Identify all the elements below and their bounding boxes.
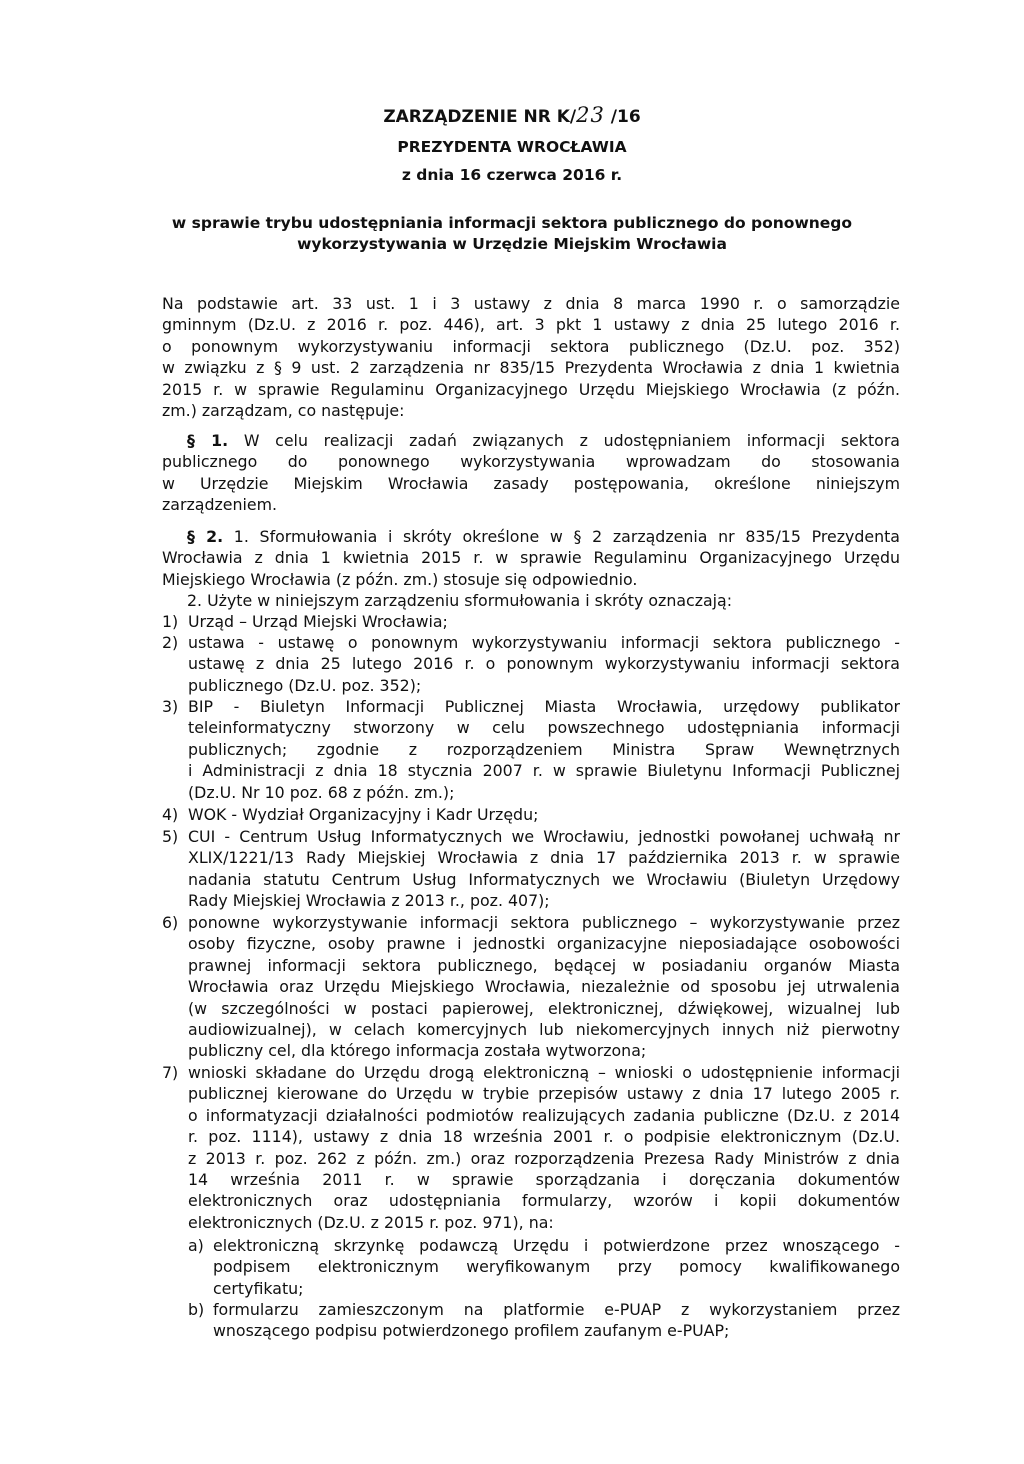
sub-item-line: wnoszącego podpisu potwierdzonego profilem zaufanym e-PUAP; (213, 1321, 730, 1341)
item-number: 7) (162, 1063, 179, 1082)
item-line: wnioski składane do Urzędu drogą elektroniczną – wnioski o udostępnienie informacji (188, 1063, 900, 1082)
item-line: elektronicznych oraz udostępniania formularzy, wzorów i kopii dokumentów (188, 1191, 900, 1211)
title-prefix: ZARZĄDZENIE NR K/ (383, 107, 577, 127)
handwritten-number: 23 (576, 103, 605, 127)
section-1-line: zarządzeniem. (162, 495, 278, 515)
section-1 (162, 430, 900, 516)
sub-item-line: elektroniczną skrzynkę podawczą Urzędu i potwierdzone przez wnoszącego - (213, 1236, 900, 1255)
item-line: publicznego (Dz.U. poz. 352); (188, 675, 422, 695)
sub-item-line: podpisem elektronicznym weryfikowanym przy pomocy kwalifikowanego (213, 1257, 900, 1277)
section-1-line: w Urzędzie Miejskim Wrocławia zasady postępowania, określone niniejszym (162, 473, 900, 493)
item-line: Wrocławia oraz Urzędu Miejskiego Wrocławia, niezależnie od sposobu jej utrwalenia (188, 977, 900, 997)
item-line: 14 września 2011 r. w sprawie sporządzania i doręczania dokumentów (188, 1170, 900, 1190)
item-number: 5) (162, 827, 179, 846)
item-line: o informatyzacji działalności podmiotów realizujących zadania publiczne (Dz.U. z 2014 (188, 1105, 900, 1125)
item-line: Urząd – Urząd Miejski Wrocławia; (188, 612, 448, 631)
item-line: prawnej informacji sektora publicznego, będącej w posiadaniu organów Miasta (188, 955, 900, 975)
preamble-line: o ponownym wykorzystywaniu informacji sektora publicznego (Dz.U. poz. 352) (162, 336, 900, 356)
section-1-marker: § 1. (187, 431, 229, 450)
item-number: 6) (162, 913, 179, 932)
sub-item-letter: b) (188, 1300, 205, 1319)
item-line: r. poz. 1114), ustawy z dnia 18 września 2001 r. o podpisie elektronicznym (Dz.U. (188, 1127, 900, 1147)
item-line: osoby fizyczne, osoby prawne i jednostki organizacyjne nieposiadające osobowości (188, 934, 900, 954)
item-line: publicznych; zgodnie z rozporządzeniem Ministra Spraw Wewnętrznych (188, 739, 900, 759)
item-line: WOK - Wydział Organizacyjny i Kadr Urzędu; (188, 805, 539, 824)
preamble-line: zm.) zarządzam, co następuje: (162, 401, 405, 421)
section-1-line: publicznego do ponownego wykorzystywania wprowadzam do stosowania (162, 452, 900, 472)
item-line: ustawa - ustawę o ponownym wykorzystywaniu informacji sektora publicznego - (188, 633, 900, 652)
item-line: BIP - Biuletyn Informacji Publicznej Miasta Wrocławia, urzędowy publikator (188, 697, 900, 716)
section-2-marker: § 2. (187, 527, 224, 546)
section-1-line: W celu realizacji zadań związanych z udostępnianiem informacji sektora (243, 431, 900, 450)
preamble-line: gminnym (Dz.U. z 2016 r. poz. 446), art. 3 pkt 1 ustawy z dnia 25 lutego 2016 r. (162, 315, 900, 335)
sub-item-line: certyfikatu; (213, 1278, 304, 1298)
preamble-line: 2015 r. w sprawie Regulaminu Organizacyjnego Urzędu Miejskiego Wrocławia (z późn. (162, 379, 900, 399)
document-title (0, 103, 1024, 127)
item-line: XLIX/1221/13 Rady Miejskiej Wrocławia z dnia 17 października 2013 r. w sprawie (188, 848, 900, 868)
item-line: audiowizualnej), w celach komercyjnych lub niekomercyjnych innych niż pierwotny (188, 1020, 900, 1040)
item-line: publicznej kierowane do Urzędu w trybie przepisów ustawy z dnia 17 lutego 2005 r. (188, 1084, 900, 1104)
preamble (162, 293, 900, 421)
preamble-line: w związku z § 9 ust. 2 zarządzenia nr 835/15 Prezydenta Wrocławia z dnia 1 kwietnia (162, 358, 900, 378)
section-2-line: Wrocławia z dnia 1 kwietnia 2015 r. w sprawie Regulaminu Organizacyjnego Urzędu (162, 548, 900, 568)
subject-line-2: wykorzystywania w Urzędzie Miejskim Wrocławia (297, 235, 727, 253)
section-2-line: 1. Sformułowania i skróty określone w § 2 zarządzenia nr 835/15 Prezydenta (233, 527, 900, 546)
item-number: 4) (162, 805, 179, 824)
item-line: Rady Miejskiej Wrocławia z 2013 r., poz. 407); (188, 891, 550, 911)
section-2-para-2: 2. Użyte w niniejszym zarządzeniu sformułowania i skróty oznaczają: (187, 591, 733, 611)
item-line: nadania statutu Centrum Usług Informatycznych we Wrocławiu (Biuletyn Urzędowy (188, 869, 900, 889)
item-line: CUI - Centrum Usług Informatycznych we Wrocławiu, jednostki powołanej uchwałą nr (188, 827, 900, 846)
item-line: elektronicznych (Dz.U. z 2015 r. poz. 971), na: (188, 1212, 554, 1232)
subject-line-1: w sprawie trybu udostępniania informacji sektora publicznego do ponownego (171, 214, 853, 232)
item-line: teleinformatyczny stworzony w celu powszechnego udostępniania informacji (188, 718, 900, 738)
item-line: i Administracji z dnia 18 stycznia 2007 r. w sprawie Biuletynu Informacji Publicznej (188, 761, 900, 781)
section-2-line: Miejskiego Wrocławia (z późn. zm.) stosuje się odpowiednio. (162, 569, 638, 589)
item-line: (Dz.U. Nr 10 poz. 68 z późn. zm.); (188, 782, 455, 802)
item-number: 1) (162, 612, 179, 631)
preamble-line: Na podstawie art. 33 ust. 1 i 3 ustawy z dnia 8 marca 1990 r. o samorządzie (162, 294, 900, 313)
item-line: z 2013 r. poz. 262 z późn. zm.) oraz rozporządzenia Prezesa Rady Ministrów z dnia (188, 1148, 900, 1168)
item-number: 2) (162, 633, 179, 652)
document-date: z dnia 16 czerwca 2016 r. (401, 166, 623, 184)
item-line: ponowne wykorzystywanie informacji sektora publicznego – wykorzystywanie przez (188, 913, 900, 932)
title-suffix: /16 (610, 107, 641, 127)
item-line: publiczny cel, dla którego informacja została wytworzona; (188, 1041, 647, 1061)
item-line: (w szczególności w postaci papierowej, elektronicznej, dźwiękowej, wizualnej lub (188, 998, 900, 1018)
issuer: PREZYDENTA WROCŁAWIA (397, 138, 627, 156)
section-2 (162, 526, 900, 612)
item-line: ustawę z dnia 25 lutego 2016 r. o ponownym wykorzystywaniu informacji sektora (188, 654, 900, 674)
sub-item-letter: a) (188, 1236, 204, 1255)
sub-item-line: formularzu zamieszczonym na platformie e-PUAP z wykorzystaniem przez (213, 1300, 900, 1319)
item-number: 3) (162, 697, 179, 716)
